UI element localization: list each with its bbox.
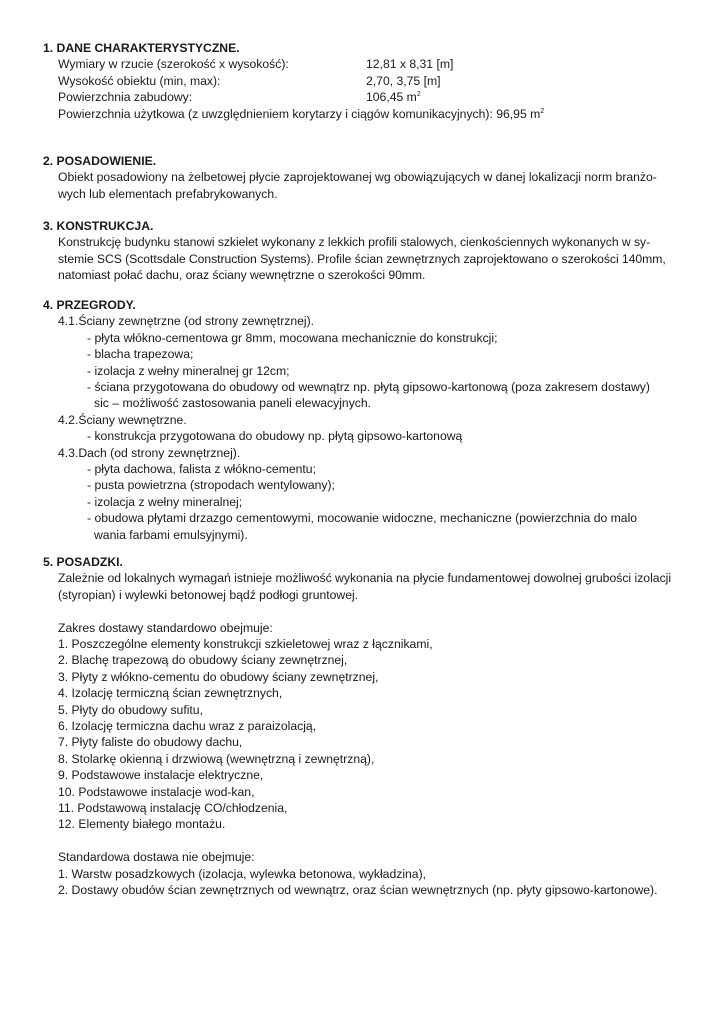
list-item-continuation: wania farbami emulsyjnymi). [94,527,248,542]
list-item: 8. Stolarkę okienną i drzwiową (wewnętrzną i zewnętrzną), [58,751,375,766]
subsection-title: 4.2.Ściany wewnętrzne. [58,412,187,427]
superscript: 2 [416,91,421,99]
paragraph-line: natomiast połać dachu, oraz ściany wewnętrzne o szerokości 90mm. [58,268,426,283]
list-item: 1. Warstw posadzkowych (izolacja, wylewka betonowa, wykładzina), [58,866,427,881]
includes-title: Zakres dostawy standardowo obejmuje: [58,620,273,635]
section-foundation [43,153,683,202]
spec-value: 106,45 $m^2$ [366,90,421,105]
list-item: 2. Blachę trapezową do obudowy ściany zewnętrznej, [58,653,348,668]
list-item: - płyta włókno-cementowa gr 8mm, mocowana mechanicznie do konstrukcji; [87,330,498,345]
list-item: 10. Podstawowe instalacje wod-kan, [58,784,255,799]
excludes-title: Standardowa dostawa nie obejmuje: [58,850,255,865]
spec-row [58,89,683,105]
spec-value: 12,81 x 8,31 [m] [366,57,454,72]
paragraph-line: wych lub elementach prefabrykowanych. [58,186,278,201]
section-construction [43,218,683,284]
paragraph-line: Obiekt posadowiony na żelbetowej płycie zaprojektowanej wg obowiązujących w danej lokalizacji norm branżo- [58,170,657,185]
list-item: 3. Płyty z włókno-cementu do obudowy ściany zewnętrznej, [58,669,379,684]
spec-row [58,56,683,72]
section-heading: 5. POSADZKI. [43,555,123,569]
list-item: 12. Elementy białego montażu. [58,817,226,832]
list-item: 11. Podstawową instalację CO/chłodzenia, [58,801,288,816]
list-item: 7. Płyty faliste do obudowy dachu, [58,735,243,750]
superscript: 2 [540,107,545,115]
section-heading: 1. DANE CHARAKTERYSTYCZNE. [43,41,240,55]
spec-label: Powierzchnia zabudowy: [58,90,193,105]
list-item: - izolacja z wełny mineralnej; [87,494,243,509]
spec-label: Wysokość obiektu (min, max): [58,73,221,88]
spec-value: 2,70, 3,75 [m] [366,73,441,88]
list-item-continuation: sic – możliwość zastosowania paneli elewacyjnych. [94,396,372,411]
list-item: 4. Izolację termiczną ścian zewnętrznych, [58,686,283,701]
section-heading: 3. KONSTRUKCJA. [43,219,154,233]
paragraph-line: stemie SCS (Scottsdale Construction Systems). Profile ścian zewnętrznych zaprojektowano o szerokości 140mm, [58,251,666,266]
list-item: - izolacja z wełny mineralnej gr 12cm; [87,363,290,378]
list-item: - konstrukcja przygotowana do obudowy np. płytą gipsowo-kartonową [87,429,463,444]
subsection-title: 4.1.Ściany zewnętrzne (od strony zewnętrznej). [58,314,315,329]
list-item: - obudowa płytami drzazgo cementowymi, mocowanie widoczne, mechaniczne (powierzchnia do malo [87,511,638,526]
spec-row [58,73,683,89]
paragraph-line: (styropian) i wylewki betonowej bądź podłogi gruntowej. [58,587,359,602]
section-partitions [43,297,683,543]
section-characteristics [43,40,683,122]
list-item: 6. Izolację termiczna dachu wraz z paraizolacją, [58,719,317,734]
spec-label: Wymiary w rzucie (szerokość x wysokość): [58,57,289,72]
list-item: - blacha trapezowa; [87,347,194,362]
paragraph-line: Zależnie od lokalnych wymagań istnieje możliwość wykonania na płycie fundamentowej dowolnej grubości izolacji [58,571,672,586]
list-item: 5. Płyty do obudowy sufitu, [58,702,203,717]
list-item: - ściana przygotowana do obudowy od wewnątrz np. płytą gipsowo-kartonową (poza zakresem dostawy) [87,380,650,395]
list-item: 1. Poszczególne elementy konstrukcji szkieletowej wraz z łącznikami, [58,637,433,652]
list-item: 9. Podstawowe instalacje elektryczne, [58,768,264,783]
section-floors [43,554,683,899]
section-heading: 4. PRZEGRODY. [43,298,136,312]
list-item: - płyta dachowa, falista z włókno-cementu; [87,462,316,477]
list-item: - pusta powietrzna (stropodach wentylowany); [87,478,335,493]
paragraph-line: Konstrukcję budynku stanowi szkielet wykonany z lekkich profili stalowych, cienkościennych wykonanych w sy- [58,235,651,250]
section-heading: 2. POSADOWIENIE. [43,154,157,168]
list-item: 2. Dostawy obudów ścian zewnętrznych od wewnątrz, oraz ścian wewnętrznych (np. płyty gipsowo-kartonowe). [58,883,658,898]
subsection-title: 4.3.Dach (od strony zewnętrznej). [58,445,241,460]
usable-area-row [58,106,683,122]
usable-area-text: Powierzchnia użytkowa (z uwzględnieniem korytarzy i ciągów komunikacyjnych): 96,95 m [58,106,541,121]
